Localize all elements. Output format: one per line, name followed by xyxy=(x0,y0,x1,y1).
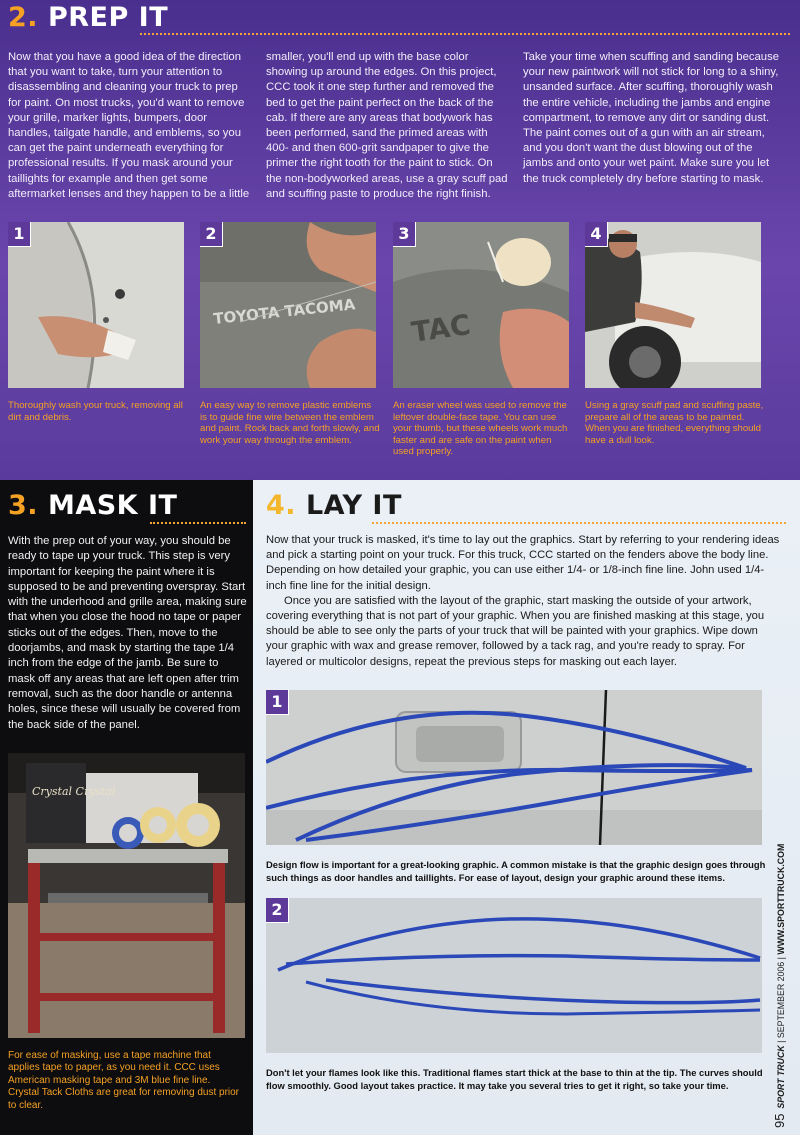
prep-title-divider xyxy=(140,33,790,35)
prep-title-text: PREP IT xyxy=(47,2,169,33)
prep-photo-4-caption: Using a gray scuff pad and scuffing paste, prepare all of the areas to be painted. When you are finished, everything should have a dull look. xyxy=(585,400,764,446)
prep-column-2: smaller, you'll end up with the base color showing up around the edges. On this project, CCC took it one step further and removed the bed to get the paint perfect on the back of the cab. If there are any areas that bodywork has been performed, sand the primed areas with 400- and then 600-grit sandpaper to give the primer the right tooth for the paint to stick. On the non-bodyworked areas, use a gray scuff pad and scuffing paste to produce the right finish. xyxy=(266,51,508,200)
page-number: 95 xyxy=(772,1113,787,1128)
lay-photo-1-image xyxy=(266,690,762,845)
prep-photo-2-caption: An easy way to remove plastic emblems is to guide fine wire between the emblem and paint. Rock back and forth slowly, and work your way through the emblem. xyxy=(200,400,380,446)
mask-title xyxy=(8,490,177,521)
lay-title-divider xyxy=(372,522,786,524)
svg-text:TOYOTA TACOMA: TOYOTA TACOMA xyxy=(212,295,357,328)
mask-title-text: MASK IT xyxy=(47,490,178,521)
lay-photo-2-image xyxy=(266,898,762,1053)
lay-photo-1-caption: Design flow is important for a great-looking graphic. A common mistake is that the graphic design goes through such things as door handles and taillights. For ease of layout, design your graphic around these items. xyxy=(266,859,766,883)
prep-photo-2 xyxy=(200,222,376,388)
mask-body: With the prep out of your way, you should be ready to tape up your truck. This step is very important for keeping the paint where it is supposed to be and preventing overspray. Start with the underhood and grille area, making sure that when you close the hood no tape or paper sticks out of the edges. Then, move to the doorjambs, and mask by starting the tape 1/4 inch from the edge of the jamb. Be sure to mask off any areas that are left open after trim removal, such as the door handle or antenna holes, since these will usually be covered from the back side of the panel. xyxy=(8,535,247,731)
mask-photo xyxy=(8,753,245,1038)
prep-photo-3-caption: An eraser wheel was used to remove the leftover double-face tape. You can use your thumb, but these wheels work much faster and are safe on the paint when used properly. xyxy=(393,400,568,458)
prep-photo-1 xyxy=(8,222,184,388)
prep-photo-4 xyxy=(585,222,761,388)
lay-title-text: LAY IT xyxy=(305,490,402,521)
magazine-url: WWW.SPORTTRUCK.COM xyxy=(776,843,786,955)
prep-photo-3-number: 3 xyxy=(393,222,416,247)
lay-photo-2-number: 2 xyxy=(266,898,289,923)
issue-date: SEPTEMBER 2006 xyxy=(776,961,786,1039)
lay-title xyxy=(266,490,402,521)
lay-title-number: 4. xyxy=(266,490,297,521)
lay-photo-1 xyxy=(266,690,762,845)
lay-paragraph-2: Once you are satisfied with the layout of the graphic, start masking the outside of your artwork, covering everything that is not part of your graphic. When you are finished masking at this stage, you should be able to see only the parts of your truck that will be painted with your graphics. Wipe down your graphic with wax and grease remover, followed by a tack rag, and you're ready to spray. For layered or multicolor designs, repeat the previous steps for masking out each layer. xyxy=(266,594,765,668)
prep-column-1: Now that you have a good idea of the direction that you want to take, turn your attention to disassembling and cleaning your truck to prep for paint. On most trucks, you'd want to remove your grille, marker lights, bumpers, door handles, tailgate handle, and emblems, so you can get the paint underneath everything for professional results. If you mask around your taillights for example and then get some aftermarket lenses and they happen to be a little xyxy=(8,51,250,200)
mask-title-number: 3. xyxy=(8,490,39,521)
lay-paragraph-1: Now that your truck is masked, it's time to lay out the graphics. Start by referring to your rendering ideas and pick a starting point on your truck. For this truck, CCC started on the fenders above the body line. Depending on how detailed your graphic, you can use either 1/4- or 1/8-inch fine line. John used 1/4-inch fine line for the initial design. xyxy=(266,534,780,592)
mask-title-divider xyxy=(150,522,246,524)
lay-photo-2 xyxy=(266,898,762,1053)
lay-photo-2-caption: Don't let your flames look like this. Traditional flames start thick at the base to thin at the tip. The curves should flow smoothly. Good layout takes practice. It may take you several tries to get it right, so take your time. xyxy=(266,1067,763,1091)
lay-body xyxy=(266,533,782,670)
prep-photo-2-number: 2 xyxy=(200,222,223,247)
lay-photo-1-number: 1 xyxy=(266,690,289,715)
prep-photo-1-number: 1 xyxy=(8,222,31,247)
prep-title xyxy=(8,2,168,33)
prep-photo-4-number: 4 xyxy=(585,222,608,247)
prep-photo-4-image xyxy=(585,222,761,388)
prep-photo-1-image xyxy=(8,222,184,388)
mask-photo-image xyxy=(8,753,245,1038)
prep-photo-1-caption: Thoroughly wash your truck, removing all dirt and debris. xyxy=(8,400,183,423)
prep-column-3: Take your time when scuffing and sanding because your new paintwork will not stick for long to a shiny, unsanded surface. After scuffing, thoroughly wash the entire vehicle, including the jambs and engine compartment, to remove any dirt or sanding dust. The paint comes out of a gun with an air stream, and you don't want the dust blowing out of the jambs and onto your wet paint. Make sure you let the truck completely dry before starting to mask. xyxy=(523,51,780,185)
magazine-name: SPORT TRUCK xyxy=(776,1045,786,1109)
page-footer: 95 SPORT TRUCK | SEPTEMBER 2006 | WWW.SPORTTRUCK.COM xyxy=(772,843,787,1128)
mask-photo-caption: For ease of masking, use a tape machine that applies tape to paper, as you need it. CCC uses American masking tape and 3M blue fine line. Crystal Tack Cloths are great for removing dust prior to clear. xyxy=(8,1050,240,1111)
prep-photo-3 xyxy=(393,222,569,388)
crystal-product-label: Crystal Crystal xyxy=(32,785,116,798)
prep-title-number: 2. xyxy=(8,2,39,33)
prep-photo-3-image xyxy=(393,222,569,388)
svg-text:TAC: TAC xyxy=(409,308,473,349)
prep-photo-2-image xyxy=(200,222,376,388)
